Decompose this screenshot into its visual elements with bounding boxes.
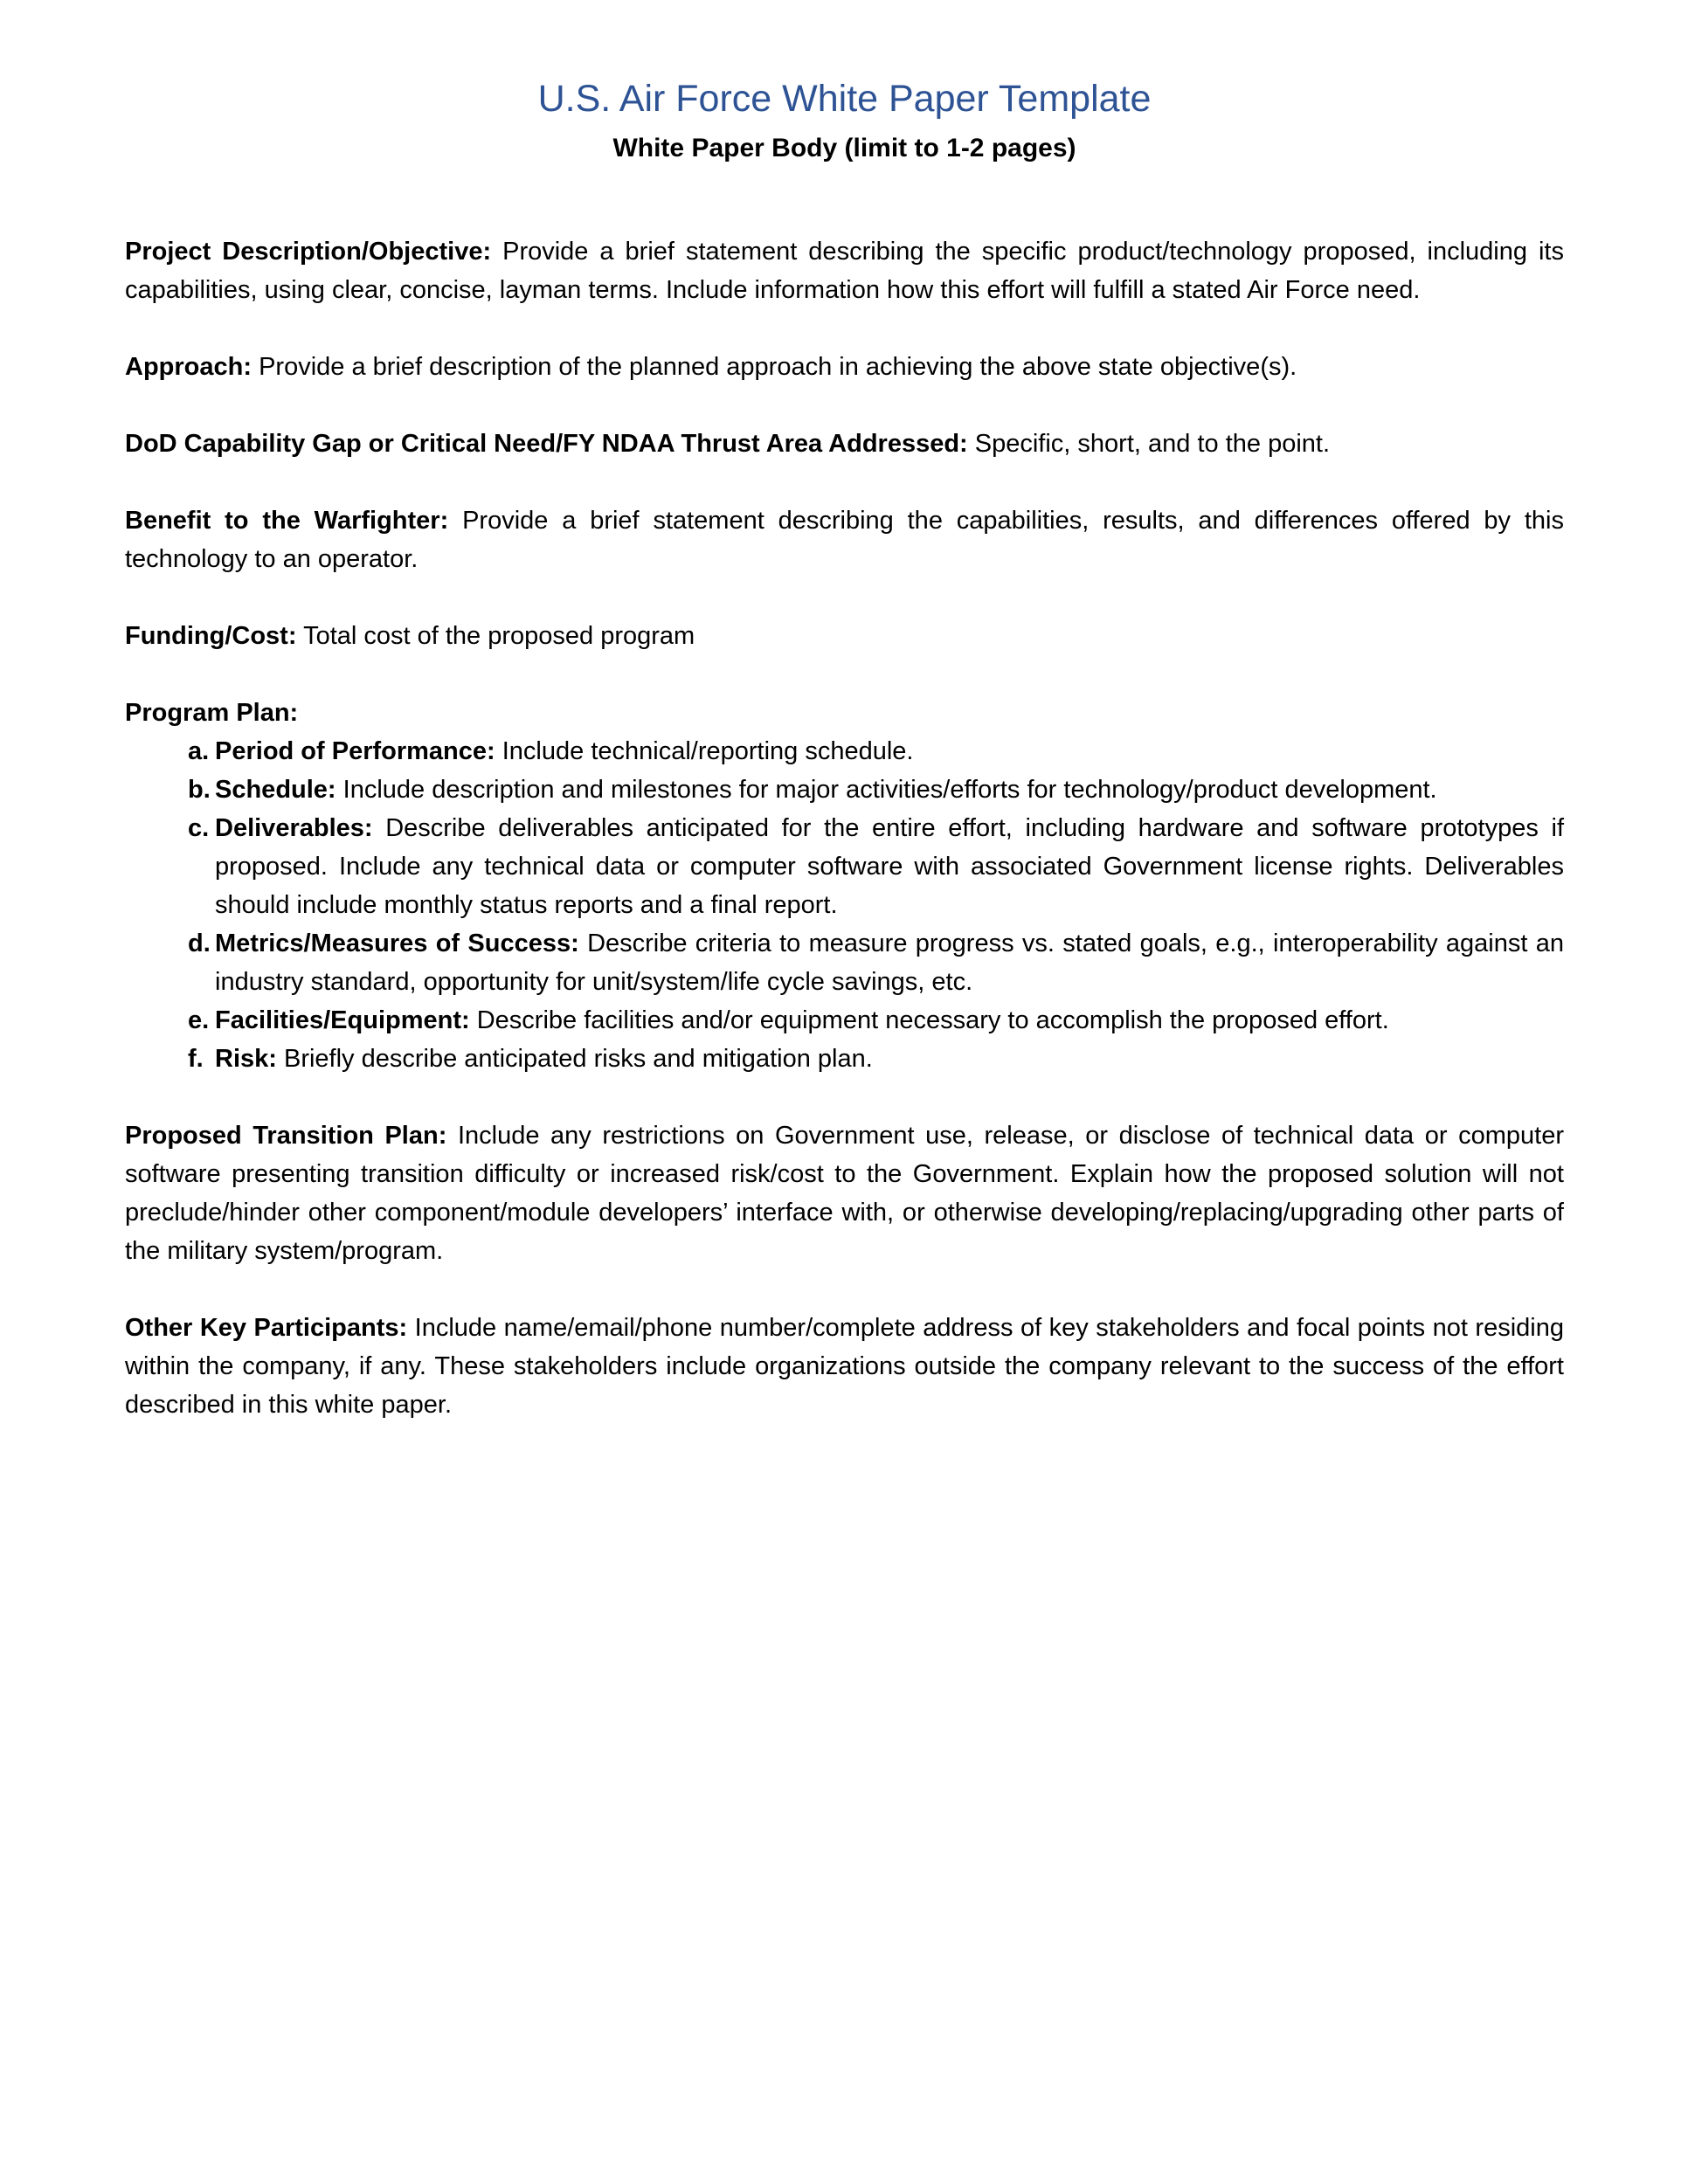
section-funding-cost-label: Funding/Cost:	[125, 621, 297, 650]
section-dod-capability-gap	[125, 425, 1564, 463]
page-subtitle: White Paper Body (limit to 1-2 pages)	[612, 133, 1076, 162]
section-approach-text: Provide a brief description of the planned approach in achieving the above state objective(s).	[259, 352, 1297, 381]
section-transition-plan-label: Proposed Transition Plan:	[125, 1121, 447, 1150]
section-benefit-to-warfighter-text: Provide a brief statement describing the capabilities, results, and differences offered by this technology to an operator.	[125, 506, 1564, 573]
section-dod-capability-gap-text: Specific, short, and to the point.	[974, 429, 1331, 458]
section-project-description-label: Project Description/Objective:	[125, 237, 492, 266]
plan-item-label: Deliverables:	[215, 813, 373, 842]
section-program-plan-heading	[125, 694, 1564, 732]
plan-item-marker: d.	[188, 929, 211, 957]
plan-item-facilities-equipment	[125, 1001, 1564, 1040]
plan-item-marker: f.	[188, 1044, 204, 1073]
page-title: U.S. Air Force White Paper Template	[537, 78, 1152, 120]
plan-item-text: Include technical/reporting schedule.	[502, 736, 914, 765]
section-benefit-to-warfighter-label: Benefit to the Warfighter:	[125, 506, 449, 535]
plan-item-marker: b.	[188, 775, 211, 804]
section-funding-cost-text: Total cost of the proposed program	[303, 621, 695, 650]
plan-item-marker: a.	[188, 736, 210, 765]
plan-item-label: Period of Performance:	[215, 736, 495, 765]
section-transition-plan-text: Include any restrictions on Government use, release, or disclose of technical data or computer software presenting transition difficulty or increased risk/cost to the Government. Explain how the proposed solution will not preclude/hinder other component/module developers’ interface with, or otherwise developing/replacing/upgrading other parts of the military system/program.	[125, 1121, 1565, 1265]
section-benefit-to-warfighter	[125, 501, 1564, 578]
plan-item-label: Metrics/Measures of Success:	[215, 929, 579, 957]
section-dod-capability-gap-label: DoD Capability Gap or Critical Need/FY NDAA Thrust Area Addressed:	[125, 429, 968, 458]
plan-item-schedule	[125, 771, 1564, 809]
plan-item-risk	[125, 1040, 1564, 1078]
plan-item-metrics	[125, 924, 1564, 1001]
section-project-description-text: Provide a brief statement describing the specific product/technology proposed, including its capabilities, using clear, concise, layman terms. Include information how this effort will fulfill a stated Air Force need.	[125, 237, 1564, 304]
plan-item-text: Describe deliverables anticipated for the entire effort, including hardware and software prototypes if proposed. Include any technical data or computer software with associated Government license rights. Deliverables should include monthly status reports and a final report.	[215, 813, 1564, 919]
plan-item-deliverables	[125, 809, 1564, 924]
section-other-key-participants-text: Include name/email/phone number/complete address of key stakeholders and focal points not residing within the company, if any. These stakeholders include organizations outside the company relevant to the success of the effort described in this white paper.	[125, 1313, 1564, 1419]
section-other-key-participants-label: Other Key Participants:	[125, 1313, 408, 1342]
plan-item-label: Facilities/Equipment:	[215, 1006, 470, 1034]
plan-item-label: Schedule:	[215, 775, 336, 804]
section-approach-label: Approach:	[125, 352, 252, 381]
plan-item-text: Describe criteria to measure progress vs. stated goals, e.g., interoperability against an industry standard, opportunity for unit/system/life cycle savings, etc.	[215, 929, 1564, 996]
plan-item-period-of-performance	[125, 732, 1564, 771]
program-plan-heading-label: Program Plan:	[125, 698, 299, 727]
section-project-description	[125, 232, 1564, 309]
plan-item-label: Risk:	[215, 1044, 277, 1073]
plan-item-text: Briefly describe anticipated risks and mitigation plan.	[283, 1044, 873, 1073]
plan-item-marker: e.	[188, 1006, 210, 1034]
section-approach	[125, 348, 1564, 386]
program-plan-list	[125, 732, 1564, 1078]
section-funding-cost	[125, 617, 1564, 655]
plan-item-text: Include description and milestones for major activities/efforts for technology/product development.	[342, 775, 1437, 804]
plan-item-marker: c.	[188, 813, 210, 842]
section-other-key-participants	[125, 1309, 1564, 1424]
plan-item-text: Describe facilities and/or equipment necessary to accomplish the proposed effort.	[476, 1006, 1389, 1034]
section-transition-plan	[125, 1116, 1564, 1270]
